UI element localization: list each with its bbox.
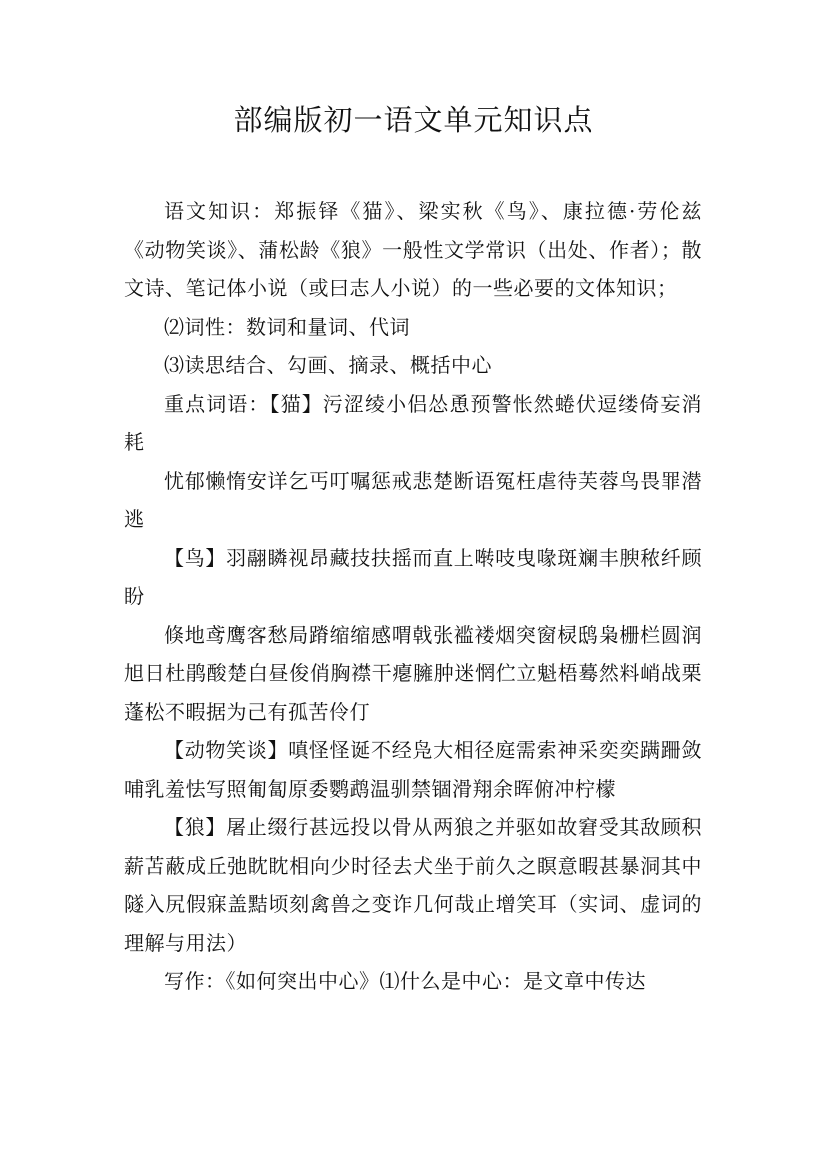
document-body: [124, 192, 702, 1001]
paragraph-cat-words-continued: 忧郁懒惰安详乞丐叮嘱惩戒悲楚断语冤枉虐待芙蓉鸟畏罪潜逃: [124, 468, 702, 531]
paragraph-reading-method: ⑶读思结合、勾画、摘录、概括中心: [164, 353, 492, 377]
paragraph-bird-words: 【鸟】羽翮瞵视昂藏技扶摇而直上啭吱曳喙斑斓丰腴秾纤顾盼: [124, 545, 702, 608]
paragraph-writing: 写作：《如何突出中心》⑴什么是中心：是文章中传达: [164, 969, 646, 993]
paragraph-animal-jokes-words: 【动物笑谈】嗔怪怪诞不经凫大相径庭需索神采奕奕蹒跚敛哺乳羞怯写照匍匐原委鹦鹉温驯禁锢滑翔余晖俯冲柠檬: [124, 738, 702, 801]
paragraph-key-words-cat: 重点词语：【猫】污涩绫小侣怂恿预警怅然蜷伏逗缕倚妄消耗: [124, 391, 702, 454]
paragraph-wolf-words: 【狼】屠止缀行甚远投以骨从两狼之并驱如故窘受其敌顾积薪苫蔽成丘弛眈眈相向少时径去犬坐于前久之瞑意暇甚暴洞其中隧入尻假寐盖黠顷刻禽兽之变诈几何哉止增笑耳（实词、虚词的理解与用法）: [124, 815, 702, 955]
paragraph-word-class: ⑵词性：数词和量词、代词: [164, 314, 410, 339]
paragraph-bird-words-continued: 倏地鸢鹰客愁局蹐缩缩感喟戟张褴褛烟突窗棂鸱枭栅栏圆润旭日杜鹃酸楚白昼俊俏胸襟干瘪臃肿迷惘伫立魁梧蓦然料峭战栗蓬松不暇据为己有孤苦伶仃: [124, 622, 702, 724]
paragraph-knowledge: 语文知识：郑振铎《猫》、梁实秋《鸟》、康拉德·劳伦兹《动物笑谈》、蒲松龄《狼》一般性文学常识（出处、作者）；散文诗、笔记体小说（或曰志人小说）的一些必要的文体知识；: [124, 199, 702, 300]
page-title: 部编版初一语文单元知识点: [233, 103, 594, 137]
